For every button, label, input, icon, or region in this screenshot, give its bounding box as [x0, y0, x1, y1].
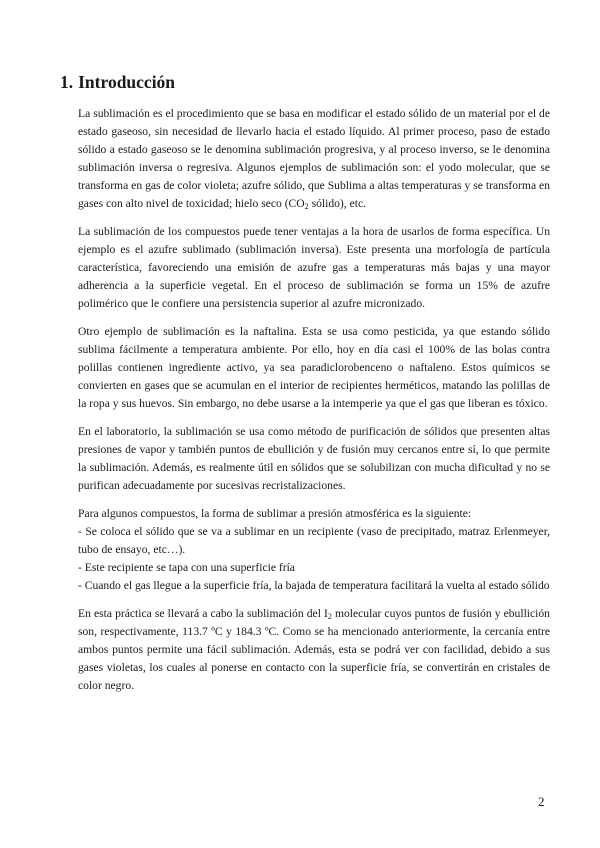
list-item: - Cuando el gas llegue a la superficie fría, la bajada de temperatura facilitará la vuelta al estado sólido: [78, 579, 550, 592]
paragraph-naphthalene-example: Otro ejemplo de sublimación es la naftalina. Esta se usa como pesticida, ya que estando sólido sublima fácilmente a temperatura ambiente. Por ello, hoy en día casi el 100% de las bolas contra polillas contienen ingrediente activo, ya sea paradiclorobenceno o naftaleno. Estos químicos se convierten en gases que se acumulan en el interior de recipientes herméticos, matando las polillas de la ropa y sus huevos. Sin embargo, no debe usarse a la intemperie ya que el gas que liberan es tóxico.: [78, 325, 550, 410]
paragraph-sublimation-definition: La sublimación es el procedimiento que se basa en modificar el estado sólido de un material por el de estado gaseoso, sin necesidad de llevarlo hacia el estado líquido. Al primer proceso, paso de estado sólido a estado gaseoso se le denomina sublimación progresiva, y al proceso inverso, se le denomina sublimación inversa o regresiva. Algunos ejemplos de sublimación son: el yodo molecular, que se transforma en gas de color violeta; azufre sólido, que Sublima a altas temperaturas y se transforma en gases con alto nivel de toxicidad; hielo seco ($CO_2$ sólido), etc.: [78, 107, 550, 211]
paragraph-laboratory-use: En el laboratorio, la sublimación se usa como método de purificación de sólidos que presenten altas presiones de vapor y también puntos de ebullición y de fusión muy cercanos entre sí, lo que permite la sublimación. Además, es realmente útil en sólidos que se solubilizan con mucha dificultad y no se purifican adecuadamente por sucesivas recristalizaciones.: [78, 425, 550, 492]
list-item: - Este recipiente se tapa con una superficie fría: [78, 561, 295, 574]
section-number: 1.: [60, 72, 74, 92]
procedure-list: [78, 505, 550, 595]
section-heading: [60, 72, 175, 93]
section-title: Introducción: [78, 72, 176, 92]
body-text: [78, 105, 550, 705]
procedure-intro: Para algunos compuestos, la forma de sublimar a presión atmosférica es la siguiente:: [78, 507, 472, 520]
paragraph-iodine-practice: En esta práctica se llevará a cabo la sublimación del $I_2$ molecular cuyos puntos de fusión y ebullición son, respectivamente, 113.7 ºC y 184.3 ºC. Como se ha mencionado anteriormente, la cercanía entre ambos puntos permite una fácil sublimación. Además, esta se podrá ver con facilidad, debido a sus gases violetas, los cuales al ponerse en contacto con la superficie fría, se convertirán en cristales de color negro.: [78, 607, 550, 692]
page-number: 2: [538, 794, 545, 809]
list-item: - Se coloca el sólido que se va a sublimar en un recipiente (vaso de precipitado, matraz Erlenmeyer, tubo de ensayo, etc…).: [78, 525, 550, 556]
paragraph-sulfur-example: La sublimación de los compuestos puede tener ventajas a la hora de usarlos de forma específica. Un ejemplo es el azufre sublimado (sublimación inversa). Este presenta una morfología de partícula característica, favoreciendo una emisión de azufre gas a temperaturas más bajas y una mayor adherencia a la superficie vegetal. En el proceso de sublimación se forma un 15% de azufre polimérico que le confiere una persistencia superior al azufre micronizado.: [78, 225, 550, 310]
